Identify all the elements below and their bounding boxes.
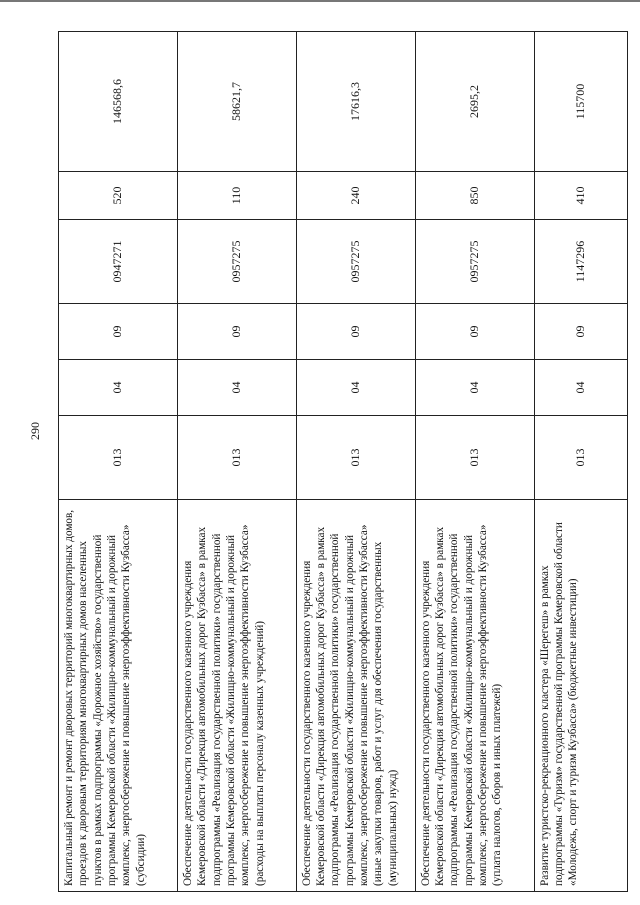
row-section-code: 04 [296, 360, 415, 416]
row-target-code: 0957275 [177, 220, 296, 304]
budget-table [58, 31, 628, 892]
row-section-code: 04 [177, 360, 296, 416]
row-ministry-code: 013 [534, 416, 627, 500]
row-ministry-code: 013 [415, 416, 534, 500]
row-description: Обеспечение деятельности государственного казенного учреждения Кемеровской области «Дирекция автомобильных дорог Кузбасса» в рамках подпрограммы «Реализация государственной политики» государственной программы Кемеровской области «Жилищно-коммунальный и дорожный комплекс, энергосбережение и повышение энергоэффективности Кузбасса» (уплата налогов, сборов и иных платежей) [415, 500, 534, 892]
row-ministry-code: 013 [296, 416, 415, 500]
row-section-code: 04 [415, 360, 534, 416]
row-section-code: 04 [534, 360, 627, 416]
row-expense-type-code: 410 [534, 172, 627, 220]
row-subsection-code: 09 [415, 304, 534, 360]
row-target-code: 1147296 [534, 220, 627, 304]
row-target-code: 0957275 [415, 220, 534, 304]
row-description: Обеспечение деятельности государственного казенного учреждения Кемеровской области «Дирекция автомобильных дорог Кузбасса» в рамках подпрограммы «Реализация государственной политики» государственной программы Кемеровской области «Жилищно-коммунальный и дорожный комплекс, энергосбережение и повышение энергоэффективности Кузбасса» (иные закупки товаров, работ и услуг для обеспечения государственных (муниципальных) нужд) [296, 500, 415, 892]
top-border-line [0, 0, 640, 2]
table-row [415, 32, 534, 892]
row-subsection-code: 09 [177, 304, 296, 360]
row-description: Обеспечение деятельности государственного казенного учреждения Кемеровской области «Дирекция автомобильных дорог Кузбасса» в рамках подпрограммы «Реализация государственной политики» государственной программы Кемеровской области «Жилищно-коммунальный и дорожный комплекс, энергосбережение и повышение энергоэффективности Кузбасса» (расходы на выплаты персоналу казенных учреждений) [177, 500, 296, 892]
row-target-code: 0957275 [296, 220, 415, 304]
page-number: 290 [28, 422, 42, 440]
row-description: Развитие туристско-рекреационного кластера «Шерегеш» в рамках подпрограммы «Туризм» государственной программы Кемеровской области «Молодежь, спорт и туризм Кузбасса» (бюджетные инвестиции) [534, 500, 627, 892]
row-subsection-code: 09 [296, 304, 415, 360]
row-description: Капитальный ремонт и ремонт дворовых территорий многоквартирных домов, проездов к дворовым территориям многоквартирных домов населенных пунктов в рамках подпрограммы «Дорожное хозяйство» государственной программы Кемеровской области «Жилищно-коммунальный и дорожный комплекс, энергосбережение и повышение энергоэффективности Кузбасса» (субсидии) [59, 500, 178, 892]
row-section-code: 04 [59, 360, 178, 416]
row-amount: 115700 [534, 32, 627, 172]
table-row [534, 32, 627, 892]
row-amount: 17616,3 [296, 32, 415, 172]
row-amount: 58621,7 [177, 32, 296, 172]
row-expense-type-code: 110 [177, 172, 296, 220]
row-amount: 146568,6 [59, 32, 178, 172]
row-ministry-code: 013 [177, 416, 296, 500]
row-target-code: 0947271 [59, 220, 178, 304]
row-subsection-code: 09 [59, 304, 178, 360]
row-subsection-code: 09 [534, 304, 627, 360]
rotated-table-container [58, 32, 628, 892]
row-expense-type-code: 520 [59, 172, 178, 220]
table-row [59, 32, 178, 892]
row-expense-type-code: 850 [415, 172, 534, 220]
table-row [177, 32, 296, 892]
row-expense-type-code: 240 [296, 172, 415, 220]
row-ministry-code: 013 [59, 416, 178, 500]
table-row [296, 32, 415, 892]
row-amount: 2695,2 [415, 32, 534, 172]
